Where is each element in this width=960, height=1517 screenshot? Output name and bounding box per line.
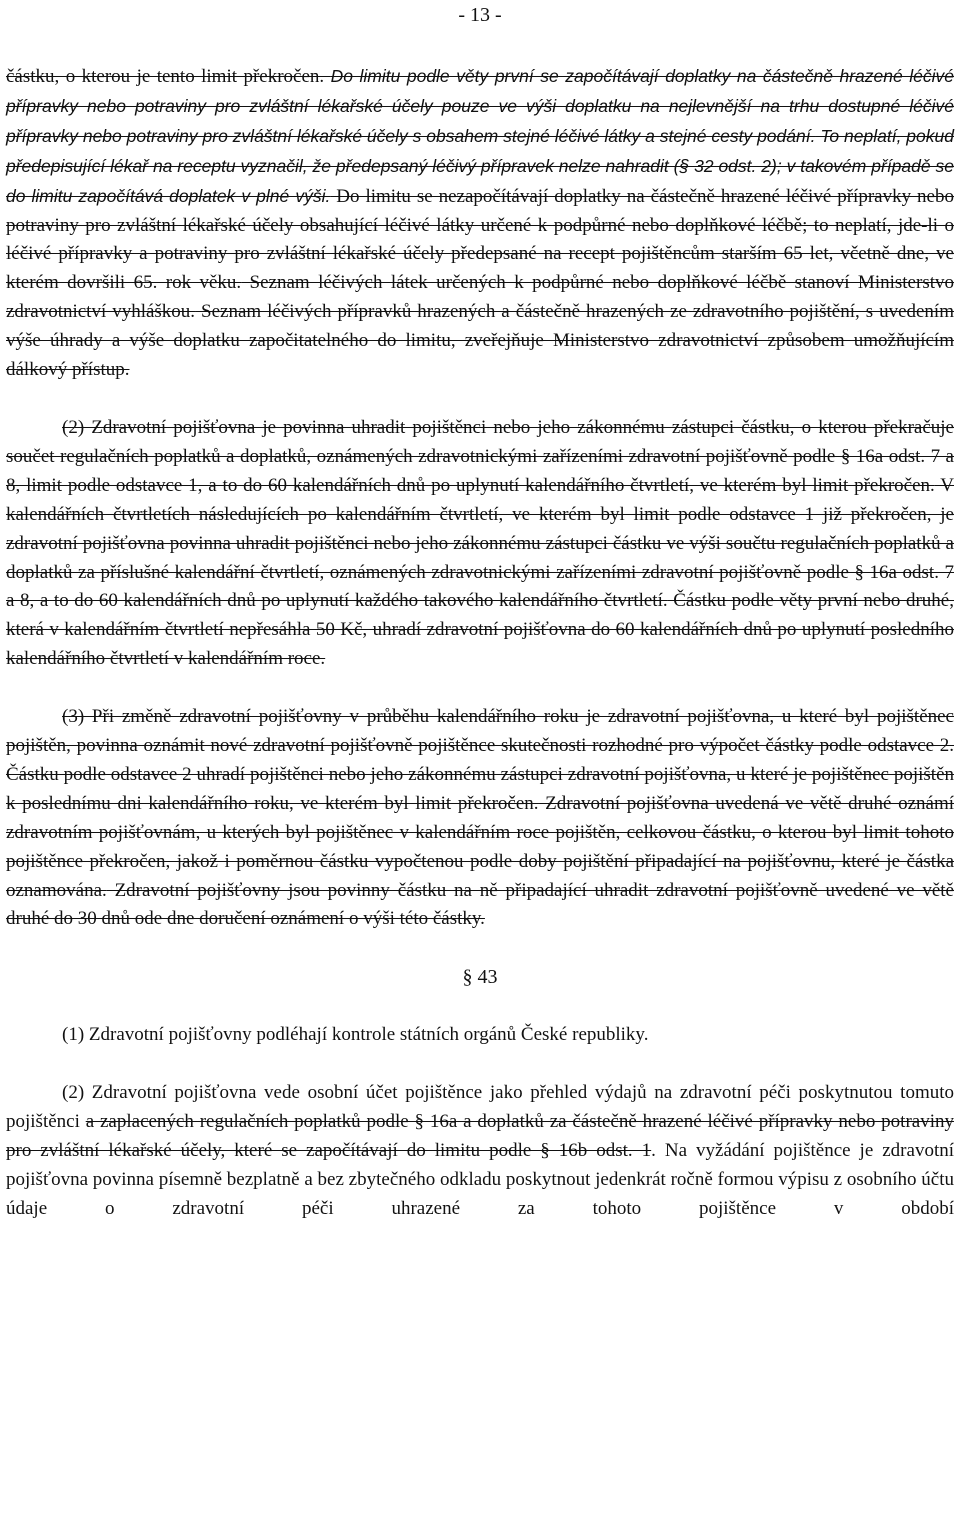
paragraph-2 xyxy=(6,414,954,674)
struck-text: Zdravotní pojišťovny jsou povinny částku na ně připadající uhradit zdravotní pojišťovně uvedené ve větě druhé do 30 dnů ode dne doručení oznámení o výši této částky. xyxy=(6,879,954,930)
struck-text: Seznam léčivých přípravků hrazených a částečně hrazených ze zdravotního pojištění, s uvedením výše úhrady a výše doplatku započitatelného do limitu, zveřejňuje Ministerstvo zdravotnictví způsobem umožňujícím dálkový přístup. xyxy=(6,301,954,381)
struck-text: a zaplacených regulačních poplatků podle § 16a a doplatků za částečně hrazené léčivé přípravky nebo potraviny pro zvláštní lékařské účely, které se započítávají do limitu podle § 16b odst. 1 xyxy=(6,1111,954,1161)
section-heading: § 43 xyxy=(462,966,498,989)
paragraph-text: (2) Zdravotní pojišťovna vede osobní účet pojištěnce jako přehled výdajů na zdravotní péči poskytnutou tomuto pojištěnci xyxy=(6,1082,954,1133)
page-number: - 13 - xyxy=(458,4,502,26)
paragraph-3 xyxy=(6,703,954,934)
struck-text: Částku podle odstavce 2 uhradí pojištěnci nebo jeho zákonnému zástupci zdravotní pojišťovna, u které je pojištěnec pojištěn k poslednímu dni kalendářního roku, ve kterém byl limit překročen. xyxy=(6,763,954,814)
paragraph-43-1 xyxy=(6,1021,954,1050)
struck-text: Do limitu se nezapočítávají doplatky na částečně hrazené léčivé přípravky nebo potraviny pro zvláštní lékařské účely obsahující léčivé látky určené k podpůrné nebo doplňkové léčbě; to neplatí, jde-li o léčivé přípravky a potraviny pro zvláštní lékařské účely předepsané na recept pojištěncům starším 65 let, včetně dne, ve kterém dovršili 65. rok věku. xyxy=(6,185,954,294)
document-body xyxy=(6,62,954,1224)
paragraph-text: (1) Zdravotní pojišťovny podléhají kontrole státních orgánů České republiky. xyxy=(62,1024,649,1046)
struck-text: V kalendářních čtvrtletích následujících po kalendářním čtvrtletí, ve kterém byl limit podle odstavce 1 již překročen, je zdravotní pojišťovna povinna uhradit pojištěnci nebo jeho zákonnému zástupci částku ve výši součtu regulačních poplatků a doplatků za příslušné kalendářní čtvrtletí, oznámených zdravotnickými zařízeními zdravotní pojišťovně podle § 16a odst. 7 a 8, a to do 60 kalendářních dnů po uplynutí každého takového kalendářního čtvrtletí. xyxy=(6,474,954,612)
struck-text: Do limitu podle věty první se započítávají doplatky na částečně hrazené léčivé přípravky nebo potraviny pro zvláštní lékařské účely pouze ve výši doplatku na nejlevnější na trhu dostupné léčivé přípravky nebo potraviny pro zvláštní lékařské účely s obsahem stejné léčivé látky a stejné cesty podání. xyxy=(6,66,954,146)
paragraph-continued xyxy=(6,62,954,385)
struck-text: Zdravotní pojišťovna uvedená ve větě druhé oznámí zdravotním pojišťovnám, u kterých byl pojištěnec v kalendářním roce pojištěn, celkovou částku, o kterou byl limit tohoto pojištěnce překročen, jakož i poměrnou částku vypočtenou podle doby pojištění připadající na pojišťovnu, které je částka oznamována. xyxy=(6,792,954,901)
struck-text: (2) Zdravotní pojišťovna je povinna uhradit pojištěnci nebo jeho zákonnému zástupci částku, o kterou překračuje součet regulačních poplatků a doplatků, oznámených zdravotnickými zařízeními zdravotní pojišťovně podle § 16a odst. 7 a 8, limit podle odstavce 1, a to do 60 kalendářních dnů po uplynutí kalendářního čtvrtletí, ve kterém byl limit překročen. xyxy=(6,416,954,496)
struck-text: částku, o kterou je tento limit překročen. xyxy=(6,66,331,87)
struck-text: (3) Při změně zdravotní pojišťovny v průběhu kalendářního roku je zdravotní pojišťovna, u které byl pojištěnec pojištěn, povinna oznámit nové zdravotní pojišťovně pojištěnce skutečnosti rozhodné pro výpočet částky podle odstavce 2. xyxy=(6,706,954,757)
paragraph-43-2 xyxy=(6,1079,954,1224)
struck-text: Částku podle věty první nebo druhé, která v kalendářním čtvrtletí nepřesáhla 50 Kč, uhradí zdravotní pojišťovna do 60 kalendářních dnů po uplynutí posledního kalendářního čtvrtletí v kalendářním roce. xyxy=(6,590,954,670)
struck-text: Seznam léčivých látek určených k podpůrné nebo doplňkové léčbě stanoví Ministerstvo zdravotnictví vyhláškou. xyxy=(6,272,954,323)
paragraph-text: . Na vyžádání pojištěnce je zdravotní pojišťovna povinna písemně bezplatně a bez zbytečného odkladu poskytnout jedenkrát ročně formou výpisu z osobního účtu údaje o zdravotní péči uhrazené za tohoto pojištěnce v období xyxy=(6,1140,954,1219)
struck-text: To neplatí, pokud předepisující lékař na receptu vyznačil, že předepsaný léčivý přípravek nelze nahradit (§ 32 odst. 2); v takovém případě se do limitu započítává doplatek v plné výši. xyxy=(6,125,954,206)
